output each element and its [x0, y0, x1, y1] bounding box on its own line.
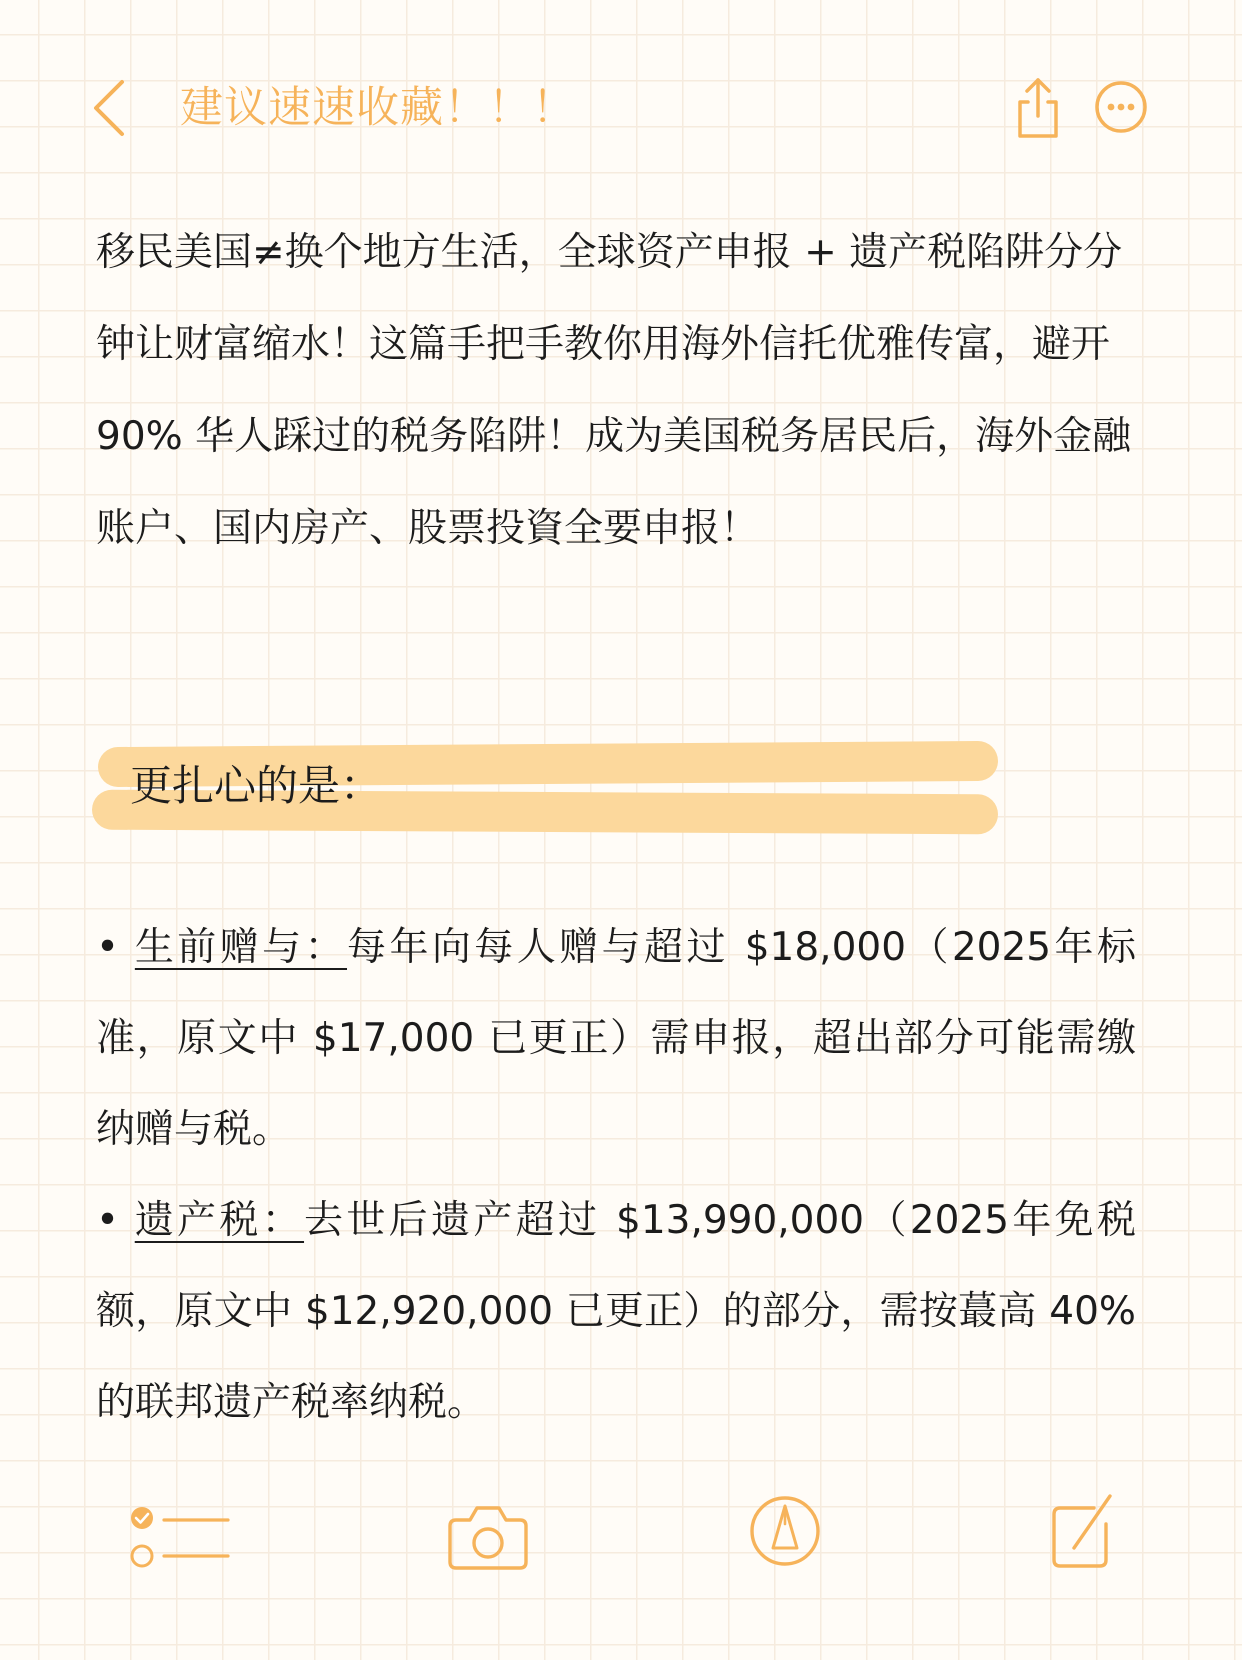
bullet-text-gift: 每年向每人赠与超过 $18,000（2025年标准，原文中 $17,000 已更正）需申报，超出部分可能需缴纳赠与税。 [96, 925, 1136, 1152]
more-icon [1094, 80, 1148, 134]
compose-button[interactable] [1048, 1492, 1114, 1570]
back-button[interactable] [88, 78, 134, 138]
markup-pen-icon [748, 1494, 822, 1568]
compose-icon [1048, 1492, 1114, 1570]
note-title: 建议速速收藏！！！ [180, 83, 576, 133]
checklist-button[interactable] [128, 1504, 232, 1574]
bullet-list [96, 902, 1136, 1448]
camera-icon [446, 1500, 530, 1572]
highlight-heading [92, 740, 1002, 836]
share-button[interactable] [1012, 76, 1064, 140]
checklist-icon [128, 1504, 232, 1574]
bullet-marker: • [96, 1198, 135, 1243]
bullet-text-estate: 去世后遗产超过 $13,990,000（2025年免税额，原文中 $12,920,000 已更正）的部分，需按蕞高 40% 的联邦遗产税率纳税。 [96, 1198, 1136, 1425]
bullet-label-gift: 生前赠与： [134, 925, 348, 970]
bottom-toolbar [0, 1490, 1242, 1600]
markup-button[interactable] [748, 1494, 822, 1568]
bullet-label-estate: 遗产税： [134, 1198, 305, 1243]
bullet-item-gift [96, 902, 1136, 1175]
share-icon [1012, 76, 1064, 140]
highlight-heading-text: 更扎心的是： [130, 761, 383, 810]
chevron-left-icon [88, 78, 134, 138]
bullet-marker: • [96, 925, 135, 970]
camera-button[interactable] [446, 1500, 530, 1572]
bullet-item-estate [96, 1175, 1136, 1448]
nav-bar [0, 70, 1242, 146]
intro-paragraph: 移民美国≠换个地方生活，全球资产申报 + 遗产税陷阱分分钟让财富缩水！这篇手把手教你用海外信托优雅传富，避开 90% 华人踩过的税务陷阱！成为美国税务居民后，海外金融账户、国内房产、股票投資全要申报！ [96, 230, 1132, 551]
more-button[interactable] [1094, 80, 1148, 134]
